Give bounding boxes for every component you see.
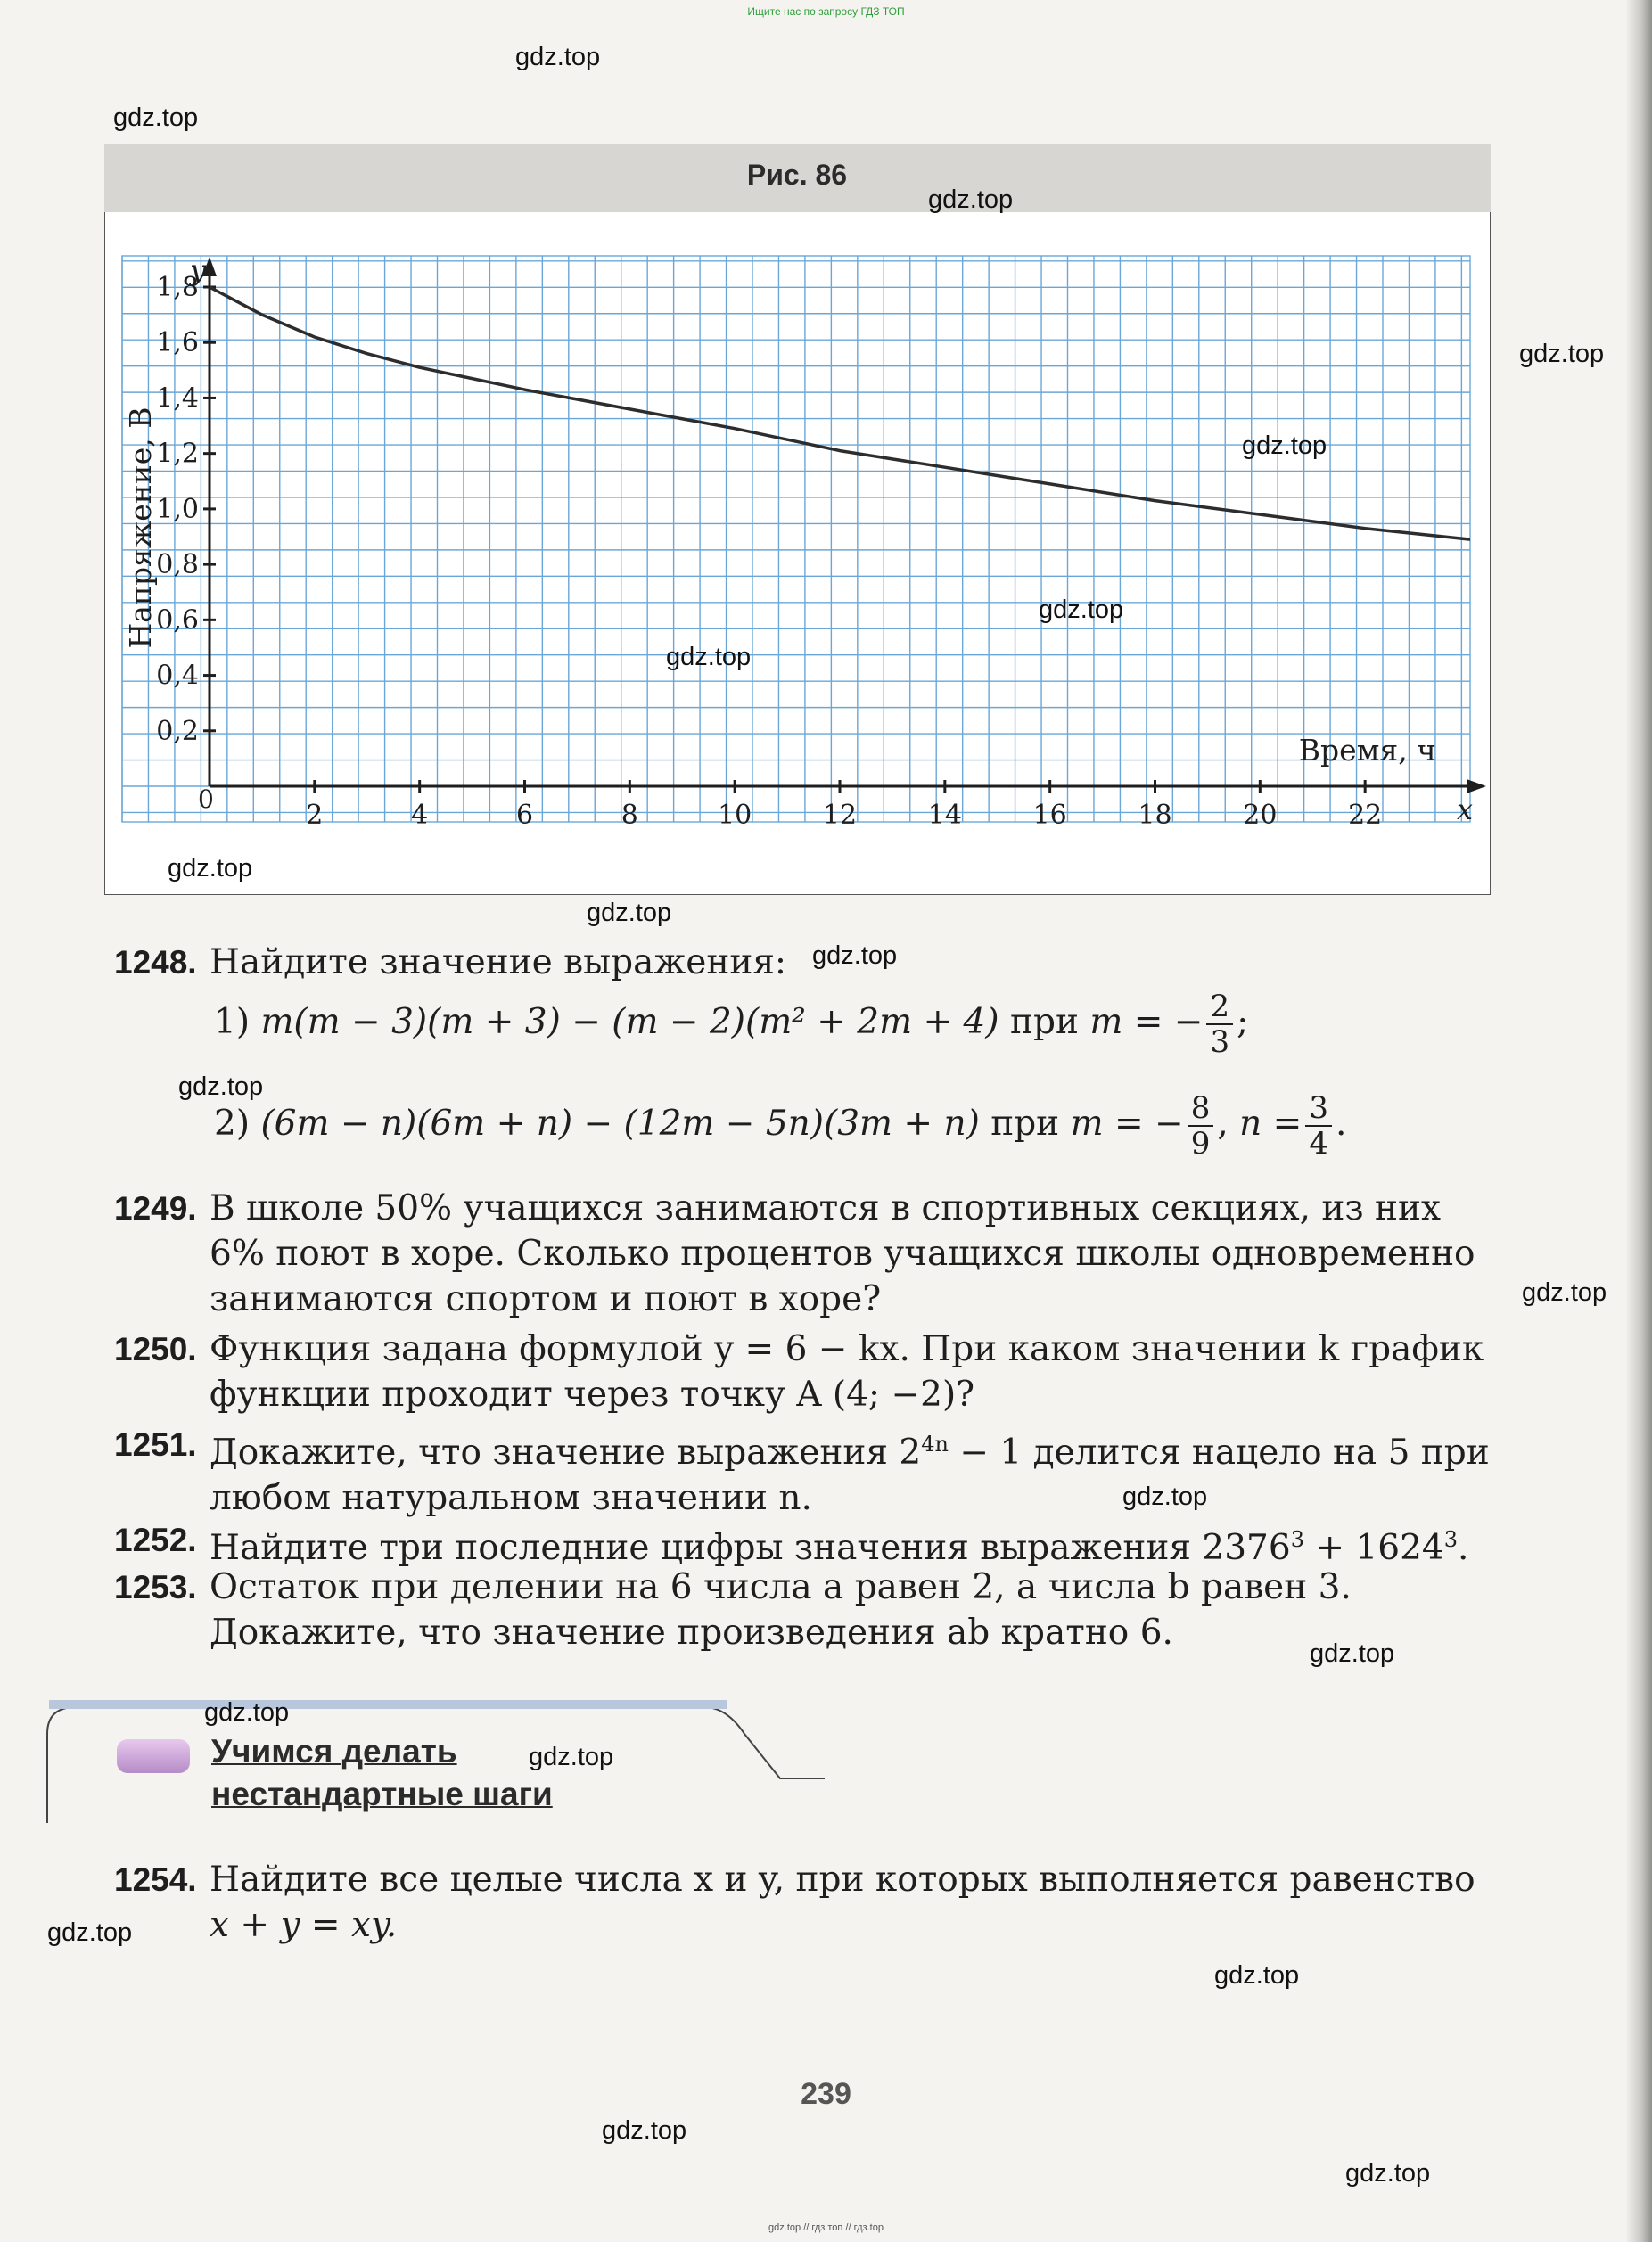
- y-tick-label: 1,4: [156, 382, 199, 415]
- tail: .: [1336, 1104, 1347, 1144]
- problem-1248-part-2: [214, 1091, 1346, 1161]
- y-axis-label: Напряжение, В: [123, 407, 158, 649]
- x-tick-label: 20: [1243, 800, 1278, 831]
- text-part: .: [1457, 1528, 1469, 1568]
- watermark: gdz.top: [113, 103, 199, 132]
- condition-n: n =: [1239, 1104, 1303, 1144]
- y-tick-label: 0,4: [156, 660, 199, 692]
- problem-text: Остаток при делении на 6 числа a равен 2, а числа b равен 3. Докажите, что значение произведения ab кратно 6.: [210, 1567, 1352, 1653]
- text-part: − 1 делится нацело на 5 при любом натуральном значении n.: [210, 1433, 1490, 1518]
- x-tick-label: 12: [822, 800, 858, 831]
- problem-number: 1250.: [114, 1331, 197, 1367]
- fraction-m: [1188, 1091, 1214, 1161]
- condition: m = −: [1089, 1002, 1204, 1042]
- footer-note: gdz.top // гдз топ // гдз.top: [768, 2222, 884, 2233]
- watermark: gdz.top: [1039, 595, 1124, 624]
- exponent: 3: [1443, 1527, 1458, 1552]
- tail: ;: [1237, 1002, 1249, 1042]
- denominator: 3: [1210, 1024, 1230, 1060]
- watermark: gdz.top: [602, 2116, 687, 2145]
- watermark: gdz.top: [812, 941, 898, 970]
- problem-1251: [114, 1422, 1505, 1521]
- x-tick-label: 2: [306, 800, 324, 831]
- x-tick-label: 4: [411, 800, 429, 831]
- problem-1249: [114, 1186, 1505, 1322]
- x-tick-label: 6: [515, 800, 534, 831]
- voltage-time-chart: [104, 144, 1491, 895]
- figure-title: Рис. 86: [746, 159, 848, 191]
- watermark: gdz.top: [47, 1918, 133, 1947]
- watermark: gdz.top: [1122, 1482, 1208, 1511]
- expression: m(m − 3)(m + 3) − (m − 2)(m² + 2m + 4): [260, 1002, 999, 1042]
- text-part: + 1624: [1303, 1528, 1444, 1568]
- exponent: 4n: [921, 1432, 949, 1457]
- watermark: gdz.top: [529, 1743, 614, 1771]
- origin-label: 0: [198, 784, 214, 814]
- section-title-line1: Учимся делать: [211, 1733, 457, 1770]
- problem-text: [210, 1422, 1505, 1521]
- text-part: Докажите, что значение выражения 2: [210, 1433, 922, 1473]
- x-tick-label: 10: [718, 800, 752, 831]
- problem-number: 1251.: [114, 1426, 197, 1463]
- watermark: gdz.top: [204, 1698, 290, 1727]
- numerator: 8: [1188, 1091, 1214, 1127]
- denominator: 9: [1190, 1126, 1211, 1162]
- watermark: gdz.top: [1242, 431, 1327, 460]
- text-part: Найдите три последние цифры значения выражения 2376: [210, 1528, 1291, 1568]
- y-tick-label: 0,6: [156, 604, 199, 636]
- y-tick-label: 0,8: [156, 549, 199, 581]
- problem-1248: [114, 940, 1505, 985]
- x-tick-label: 14: [927, 800, 962, 831]
- problem-1248-part-1: [214, 990, 1248, 1059]
- figure-86: [104, 144, 1491, 895]
- fraction-n: [1305, 1091, 1332, 1161]
- numerator: 3: [1305, 1091, 1332, 1127]
- watermark: gdz.top: [1345, 2159, 1431, 2188]
- part-label: 2): [214, 1104, 251, 1144]
- x-axis-letter: x: [1457, 793, 1474, 826]
- problem-text: В школе 50% учащихся занимаются в спортивных секциях, из них 6% поют в хоре. Сколько процентов учащихся школы одновременно занимаются спортом и поют в хоре?: [210, 1188, 1475, 1319]
- watermark: gdz.top: [515, 43, 601, 71]
- x-tick-label: 16: [1032, 800, 1067, 831]
- problem-1253: [114, 1564, 1505, 1655]
- when-word: при: [990, 1104, 1060, 1144]
- watermark: gdz.top: [1522, 1278, 1607, 1307]
- section-title-line2: нестандартные шаги: [211, 1776, 553, 1812]
- problem-number: 1254.: [114, 1861, 197, 1898]
- x-tick-label: 8: [621, 800, 638, 831]
- separator: ,: [1217, 1104, 1229, 1144]
- exponent: 3: [1290, 1527, 1304, 1552]
- problem-text: Функция задана формулой y = 6 − kx. При каком значении k график функции проходит через точку A (4; −2)?: [210, 1329, 1484, 1415]
- watermark: gdz.top: [168, 854, 253, 883]
- section-pill-icon: [117, 1739, 190, 1773]
- expression: (6m − n)(6m + n) − (12m − 5n)(3m + n): [260, 1104, 980, 1144]
- y-tick-label: 1,2: [156, 438, 199, 470]
- problem-number: 1248.: [114, 944, 197, 981]
- numerator: 2: [1206, 990, 1233, 1025]
- y-tick-label: 1,8: [156, 272, 199, 303]
- section-title: [211, 1730, 553, 1816]
- section-header: [40, 1698, 825, 1823]
- y-tick-label: 1,0: [156, 493, 199, 525]
- denominator: 4: [1309, 1126, 1328, 1162]
- problem-1250: [114, 1326, 1505, 1417]
- watermark: gdz.top: [1310, 1639, 1395, 1668]
- problem-equation: x + y = xy.: [210, 1905, 398, 1945]
- problem-number: 1253.: [114, 1569, 197, 1606]
- problem-1254: [114, 1857, 1505, 1948]
- y-axis-letter: y: [190, 253, 207, 287]
- y-tick-label: 0,2: [156, 715, 199, 747]
- problem-number: 1252.: [114, 1522, 197, 1558]
- part-label: 1): [214, 1002, 251, 1042]
- watermark: gdz.top: [928, 185, 1014, 214]
- x-tick-label: 22: [1348, 800, 1383, 831]
- section-frame-band: [49, 1700, 727, 1709]
- page-number: 239: [801, 2077, 851, 2111]
- y-tick-label: 1,6: [156, 327, 199, 359]
- problem-1252: [114, 1517, 1505, 1571]
- x-axis-label: Время, ч: [1298, 733, 1436, 768]
- watermark: gdz.top: [666, 643, 752, 671]
- fraction: [1206, 990, 1233, 1059]
- condition-m: m = −: [1070, 1104, 1184, 1144]
- figure-frame: [104, 144, 1491, 895]
- book-spine-shadow: [1625, 0, 1652, 2242]
- problem-text: [210, 1517, 1505, 1571]
- x-tick-label: 18: [1138, 800, 1172, 831]
- watermark: gdz.top: [587, 899, 672, 927]
- problem-text: Найдите все целые числа x и y, при которых выполняется равенство: [210, 1860, 1475, 1900]
- watermark: gdz.top: [1519, 340, 1605, 368]
- problem-number: 1249.: [114, 1190, 197, 1227]
- when-word: при: [1009, 1002, 1079, 1042]
- problem-text: Найдите значение выражения:: [210, 942, 787, 982]
- watermark: gdz.top: [178, 1072, 264, 1101]
- header-note: Ищите нас по запросу ГДЗ ТОП: [747, 5, 905, 18]
- watermark: gdz.top: [1214, 1961, 1300, 1990]
